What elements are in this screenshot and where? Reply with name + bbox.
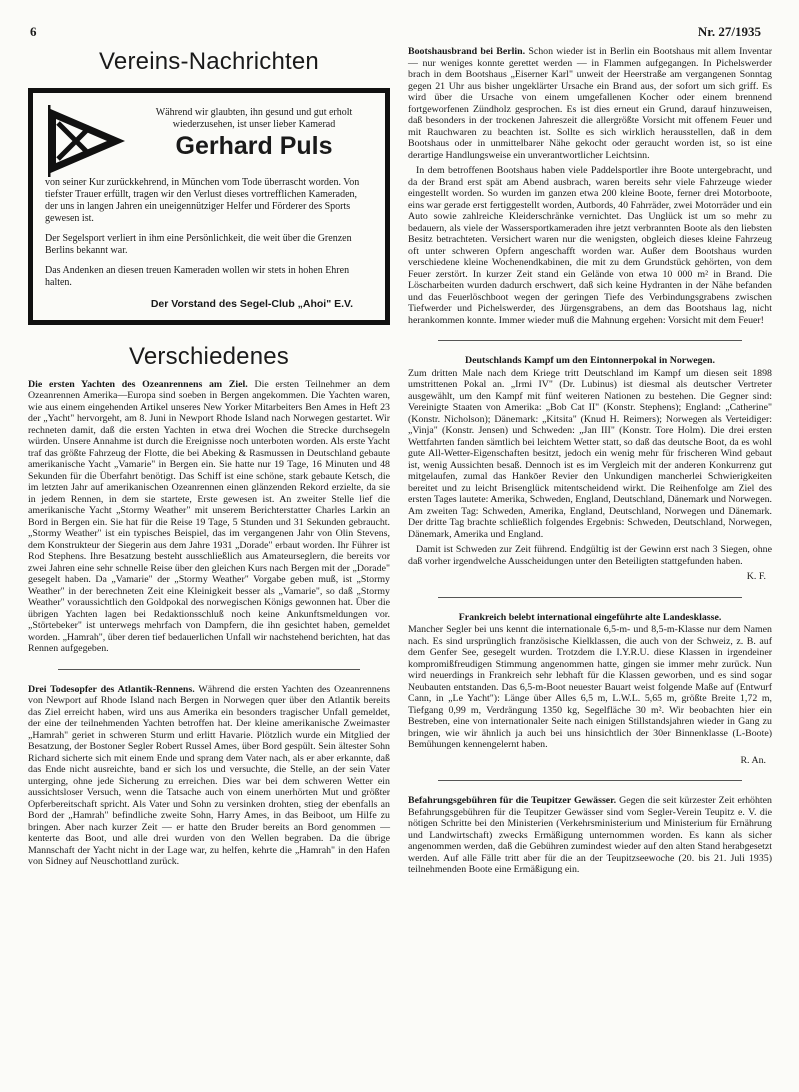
divider	[438, 340, 742, 341]
left-column	[28, 46, 390, 874]
right-column	[408, 46, 772, 882]
body-eintonner-2: Damit ist Schweden zur Zeit führend. Endgültig ist der Gewinn erst nach 3 Siegen, ohne daß vorher irgendwelche Ausscheidungen unter den Beteiligten stattgefunden haben.	[408, 544, 772, 567]
obituary-name: Gerhard Puls	[175, 131, 333, 160]
divider	[58, 669, 360, 670]
club-pennant-icon	[45, 105, 127, 177]
vereins-title: Vereins-Nachrichten	[99, 48, 319, 75]
page-number: 6	[30, 24, 37, 39]
obituary-signature: Der Vorstand des Segel-Club „Ahoi" E.V.	[150, 297, 353, 310]
body-eintonner-1: Zum dritten Male nach dem Kriege tritt Deutschland im Kampf um diesen seit 1898 umstrittenen Pokal an. „Irmi IV" (Dr. Lubinus) ist diesmal als deutscher Vertreter ausgewählt, um den Kampf mit fünf weiteren Nationen zu bestehen. Die Gegner sind: Vereinigte Staaten von Amerika: „Bob Cat II" (Konstr. Stephens); England: „Catherine" (Konstr. Nicholson); Dänemark: „Kitsita" (Knud H. Reimers); Norwegen als Verteidiger: „Vinja" (Konstr. Jensen) und Schweden: „Jan III" (Konstr. Tore Holm). Die drei ersten Wettfahrten fanden sämtlich bei leichtem Wetter statt, so daß das deutsche Boot, da es wohl gute All-Wetter-Eigenschaften besitzt, jedoch ein wenig mehr für frischeren Wind gebaut ist, wenig Aussichten besaß. Dennoch ist es im Vergleich mit der anderen Konkurrenz gut mitgelaufen, zumal das Hankōer Revier den Unkundigen mancherlei Schwierigkeiten bereitet und zu leicht Brisenglück mitentscheidend wirkt. Die Reihenfolge am Ziel des ersten Tages lautete: Amerika, Schweden, England, Deutschland, Dänemark und Norwegen. Am zweiten Tag: Schweden, Amerika, England, Deutschland, Norwegen und Dänemark. Der dritte Tag brachte schließlich folgendes Ergebnis: Schweden, Deutschland, Norwegen, Dänemark, Amerika und England.	[408, 367, 772, 540]
verschiedenes-title: Verschiedenes	[128, 343, 290, 370]
article-teupitz	[408, 795, 772, 876]
obituary-paragraph-3: Das Andenken an diesen treuen Kameraden wollen wir stets in hohen Ehren halten.	[45, 264, 350, 288]
obituary-intro: Während wir glaubten, ihn gesund und gut erholt wiederzusehen, ist unser lieber Kamerad	[155, 106, 353, 130]
body-bootshaus-1: Schon wieder ist in Berlin ein Bootshaus mit allem Inventar — nur weniges konnte gerettet werden — in Flammen aufgegangen. In Pichelswerder brach in dem Bootshaus „Eiserner Karl" unweit der Heerstraße am vergangenen Sonntag gegen 21 Uhr aus bisher ungeklärter Ursache ein Brand aus, der sofort um sich griff. Es wird über die Ursache von einem umgefallenen Kocher oder einem brennend fortgeworfenen Zündholz gesprochen. Es ist dies erneut ein Grund, darauf hinzuweisen, daß besonders in der trockenen Jahreszeit die allergrößte Vorsicht mit offenem Feuer und mit Rauchwaren zu beachten ist. Sollte es sich wirklich herausstellen, daß in dem Bootshaus oder in unmittelbarer Nähe gekocht oder geraucht worden ist, so ist eine derartige Handlungsweise ein unverantwortlicher Leichtsinn.	[408, 46, 773, 161]
body-yachten: Die ersten Teilnehmer an dem Ozeanrennen Amerika—Europa sind soeben in Bergen angekommen. Die Yachten waren, wie aus einem eingehenden Artikel unseres New Yorker Mitarbeiters Ben Ames in Heft 23 der „Yacht" hervorgeht, am 8. Juni in Newport Rhode Island nach Norwegen gestartet. Wir rechneten damit, daß die ersten Yachten in etwa drei Wochen die Strecke durchsegeln würden. Unsere Annahme ist durch die Ereignisse noch unterboten worden. Als erste Yacht traf das größte Fahrzeug der Flotte, die bei Abeking & Rasmussen in Deutschland gebaute amerikanische Yacht „Vamarie" in Bergen ein. Sie hatte nur 19 Tage, 16 Minuten und 48 Sekunden für die Überfahrt benötigt. Das Schiff ist eine schöne, stark gebaute Ketsch, die im letzten Jahr auf amerikanischen Ozeanrennen einen glänzenden Rekord erzielte, da sie in jedem Rennen, in dem sie startete, Erste gewesen ist. An zweiter Stelle lief die amerikanische Yacht „Stormy Weather" mit unserem Berichterstatter Charles Larkin an Bord in Bergen ein. Sie hat für die Reise 19 Tage, 5 Stunden und 31 Sekunden gebraucht. „Stormy Weather" ist ein typisches Beispiel, das im vergangenen Jahr von Olin Stevens, dem Konstrukteur der Siegerin aus dem Jahre 1931 „Dorade" erbaut worden. Ihr Führer ist Rod Stephens. Ihre Besatzung besteht ausschließlich aus Amateurseglern, die bereits vor zwei Jahren eine sehr schnelle Reise über den gleichen Kurs nach Bergen mit der „Dorade" gesegelt haben. Da „Vamarie" der „Stormy Weather" Vorgabe geben muß, ist „Stormy Weather" in der berechneten Zeit eine Kleinigkeit besser als „Vamarie", so daß „Stormy Weather" voraussichtlich den Goldpokal des norwegischen Königs gewonnen hat. Über die übrigen Yachten lagen bei Redaktionsschluß noch keine Ankunftsmeldungen vor. „Störtebeker" ist unterwegs mehrfach von Dampfern, die ihn gesichtet haben, gemeldet worden. „Hamrah", über deren tief bedauerlichen Unfall wir nachstehend berichten, hat das Rennen aufgegeben.	[28, 378, 390, 654]
headline-bootshaus: Bootshausbrand bei Berlin.	[408, 46, 526, 57]
body-teupitz: Gegen die seit kürzester Zeit erhöhten Befahrungsgebühren für die Teupitzer Gewässer sind vom Segler-Verein Teupitz e. V. die nötigen Schritte bei den Ministerien (Verkehrsministerium und Ministerium für Ernährung und Landwirtschaft) zwecks Ermäßigung unternommen worden. Es kann als sicher angenommen werden, daß die Gebühren zumindest wieder auf den alten Stand herabgesetzt werden. Auf alle Fälle tritt aber für die an der Teupitzseewoche (20. bis 21. Juli 1935) teilnehmenden Boote eine Ermäßigung ein.	[408, 795, 772, 875]
article-todesopfer	[28, 684, 390, 868]
article-eintonner	[408, 355, 772, 583]
headline-teupitz: Befahrungsgebühren für die Teupitzer Gewässer.	[408, 795, 617, 806]
obituary-paragraph-1: von seiner Kur zurückkehrend, in München vom Tode überrascht worden. Von tiefster Trauer erfüllt, tragen wir den Verlust dieses vortrefflichen Kameraden, der uns in langen Jahren ein uneigennütziger Helfer und Förderer des Sports gewesen ist.	[45, 176, 360, 224]
issue-number: Nr. 27/1935	[697, 24, 761, 39]
headline-eintonner: Deutschlands Kampf um den Eintonnerpokal in Norwegen.	[465, 355, 715, 366]
headline-frankreich: Frankreich belebt international eingeführte alte Landesklasse.	[458, 611, 722, 623]
body-todesopfer: Während die ersten Yachten des Ozeanrennens von Newport auf Rhode Island nach Bergen in Norwegen quer über den Atlantik bereits das Ziel erreicht haben, wird uns aus Amerika ein besonders tragischer Unfall gemeldet, der eine der teilnehmenden Yachten betroffen hat. Der kleine amerikanische Zweimaster „Hamrah" geriet in schweren Sturm und erlitt Havarie. Plötzlich wurde ein Mitglied der Besatzung, der Bostoner Segler Robert Russel Ames, über Bord gespült. Sein ältester Sohn Richard sicherte sich mit einem Ende und sprang dem Vater nach, als er aber erkannte, daß das Ende nicht ausreichte, band er sich los und versuchte, die Stelle, an der sein Vater unterging, ohne jede Sicherung zu erreichen. Dies war bei dem schweren Wetter ein aussichtsloser Versuch, wenn die Tatsache auch von einem unerhörten Mut und größter Opferbereitschaft spricht. Als Vater und Sohn zu versinken drohten, stieg der ebenfalls an Bord der „Hamrah" befindliche zweite Sohn, Harry Ames, in das Beiboot, um Hilfe zu bringen. Aber nach kurzer Zeit — er hatte den Bruder bereits an Bord genommen — kenterte das Boot, und alle drei wurden von den Wellen begraben. Da die übrige Mannschaft der Yacht nicht in der Lage war, zu helfen, kehrte die „Hamrah" in den Hafen von Sidney auf Neuschottland zurück.	[28, 683, 391, 867]
divider	[438, 597, 742, 598]
obituary-header	[45, 105, 371, 177]
signature-frankreich: R. An.	[740, 754, 766, 766]
headline-todesopfer: Drei Todesopfer des Atlantik-Rennens.	[28, 683, 195, 695]
obituary-paragraph-2: Der Segelsport verliert in ihm eine Persönlichkeit, die weit über die Grenzen Berlins bekannt war.	[45, 232, 352, 256]
article-bootshaus	[408, 46, 772, 326]
signature-eintonner: K. F.	[746, 571, 766, 582]
obituary-box	[28, 88, 390, 326]
body-frankreich: Mancher Segler bei uns kennt die internationale 6,5-m- und 8,5-m-Klasse nur dem Namen nach. Es sind ursprünglich französische Kielklassen, die auch von der Schweiz, z. B. auf dem Genfer See, gesegelt wurden. Trotzdem die I.Y.R.U. diese Klassen in irgendeiner kompromißfreudigen Stimmung angenommen hatte, gingen sie immer mehr zurück. Nun wird neuerdings in Frankreich sehr lebhaft für die Klassen geworben, und es sind sogar Neubauten entstanden. Das 6,5-m-Boot neuester Bauart weist folgende Maße auf (Entwurf Cann, in „Le Yacht"): Länge über Alles 6,5 m, L.W.L. 5,65 m, größte Breite 1,72 m, Tiefgang 0,99 m, Verdrängung 1350 kg, Segelfläche 30 m². Wir beobachten hier ein Bestreben, eine von internationaler Seite nach einigen Stillstandsjahren wieder in Gang zu bringen, wie wir ähnlich ja auch bei uns hinsichtlich der 30er Binnenklasse (L-Boote) Bemühungen kennengelernt haben.	[408, 624, 772, 750]
headline-yachten: Die ersten Yachten des Ozeanrennens am Ziel.	[28, 378, 248, 390]
article-frankreich	[408, 612, 772, 767]
article-yachten	[28, 379, 390, 655]
divider	[438, 780, 742, 781]
body-bootshaus-2: In dem betroffenen Bootshaus haben viele Paddelsportler ihre Boote untergebracht, und da der Brand erst spät am Abend ausbrach, waren bereits sehr viele Fahrzeuge wieder eingestellt worden. So wurden im ganzen etwa 200 kleine Boote, ferner drei Motorboote, eins war gerade erst fertiggestellt worden, Autbords, 40 Fahrräder, zwei Motorräder und ein Auto sowie zahlreiche Kleiderschränke vernichtet. Das Unglück ist um so mehr zu bedauern, als viele der Wassersportkameraden ihre jetzt verbrannten Boote als den liebsten Besitz betrachteten. Versichert waren nur die wenigsten, obgleich dieses kleine Fahrzeug oft unter schweren Opfern angeschafft worden war. Außer dem Bootshaus wurden verschiedene kleine Wochenendkabinen, die mit zu dem Grundstück gehörten, von dem Feuer zerstört. In kurzer Zeit stand ein Gelände von etwa 10 000 m² in Brand. Die Löscharbeiten wurden dadurch erschwert, daß sich keine Hydranten in der Nähe befanden und das Feuerlöschboot wegen der geringen Tiefe des Verbindungsgrabens zwischen Tiefwerder und Pichelswerder, des Jürgensgrabens, an dem das Bootshaus lag, nicht herankommen konnte. Immer wieder muß die Mahnung ergehen: Vorsicht mit dem Feuer!	[408, 165, 772, 326]
